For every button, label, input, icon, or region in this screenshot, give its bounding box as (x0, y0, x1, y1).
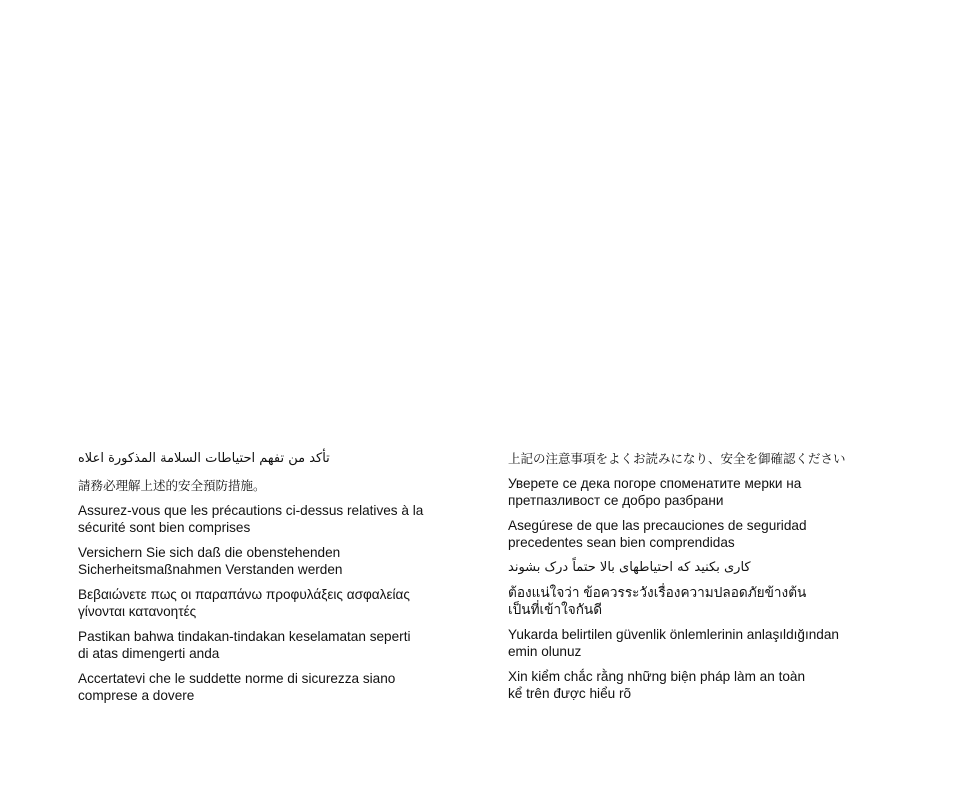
notice-macedonian: Уверете се дека погоре спомeнатите мерки на претпазливост се добро разбрани (508, 476, 802, 508)
notice-turkish: Yukarda belirtilen güvenlik önlemlerinin anlaşıldığından emin olunuz (508, 627, 839, 659)
notice-german: Versichern Sie sich daß die obenstehenden Sicherheitsmaßnahmen Verstanden werden (78, 545, 343, 577)
notice-greek: Βεβαιώνετε πως οι παραπάνω προφυλάξεις ασφαλείας γίνονται κατανοητές (78, 587, 410, 619)
left-language-column (78, 450, 458, 712)
notice-italian: Accertatevi che le suddette norme di sicurezza siano comprese a dovere (78, 671, 396, 703)
notice-thai: ต้องแน่ใจว่า ข้อควรระวังเรื่องความปลอดภัยข้างต้น เป็นที่เข้าใจกันดี (508, 585, 807, 617)
notice-french: Assurez-vous que les précautions ci-dessus relatives à la sécurité sont bien comprises (78, 503, 424, 535)
notice-chinese: 請務必理解上述的安全預防措施。 (78, 478, 266, 493)
notice-persian: کاری بکنید که احتیاطهای بالا حتماً درک بشوند (508, 560, 751, 575)
notice-vietnamese: Xin kiểm chắc rằng những biện pháp làm an toàn kể trên được hiểu rõ (508, 669, 806, 701)
notice-japanese: 上記の注意事項をよくお読みになり、安全を御確認ください (508, 451, 846, 466)
notice-arabic: تأكد من تفهم احتياطات السلامة المذكورة اعلاه (78, 451, 330, 466)
notice-spanish: Asegúrese de que las precauciones de seguridad precedentes sean bien comprendidas (508, 518, 807, 550)
notice-indonesian: Pastikan bahwa tindakan-tindakan keselamatan seperti di atas dimengerti anda (78, 629, 411, 661)
right-language-column (508, 450, 888, 710)
